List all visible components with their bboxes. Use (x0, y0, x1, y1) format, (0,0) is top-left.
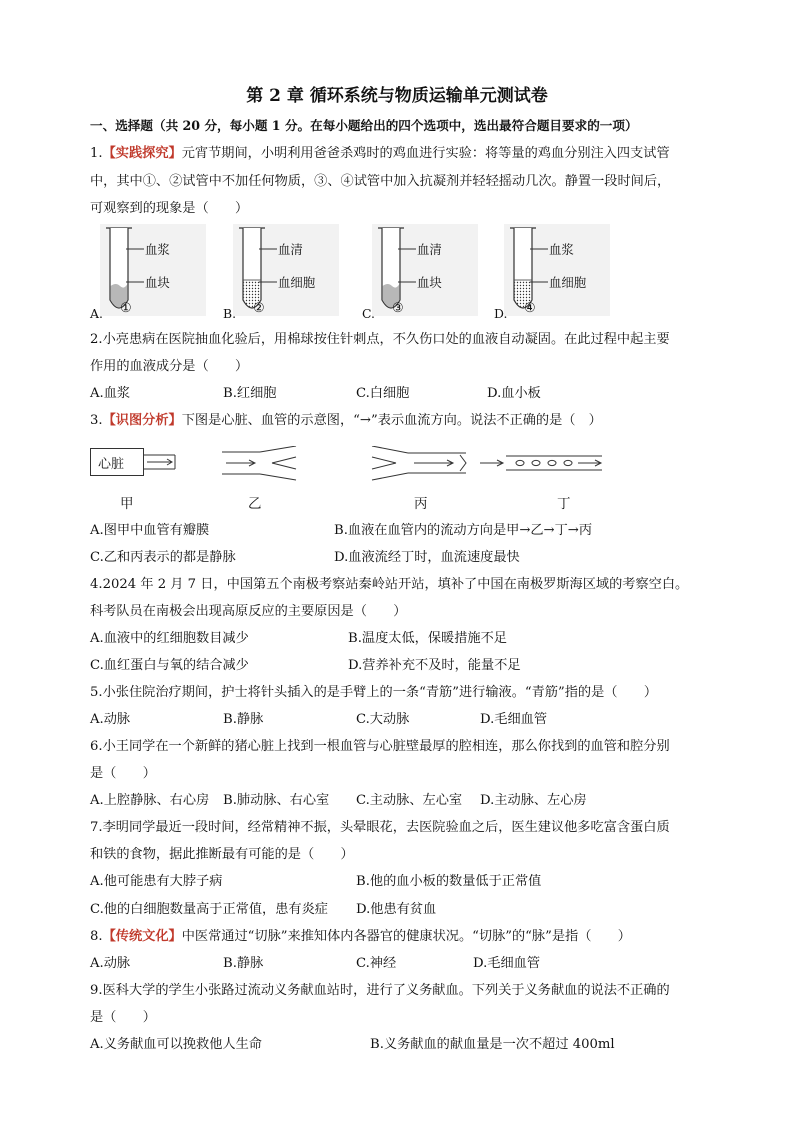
label-leaders-c (398, 224, 420, 304)
q9-line2: 是（ ） (90, 1010, 156, 1025)
label-leaders-b (259, 224, 281, 304)
q3-option-a: A.图甲中血管有瓣膜 (90, 523, 210, 538)
q1-tag: 【实践探究】 (102, 146, 182, 161)
q8-option-b: B.静脉 (223, 956, 264, 971)
q3-option-c: C.乙和丙表示的都是静脉 (90, 550, 236, 565)
q9-line1: 9.医科大学的学生小张路过流动义务献血站时，进行了义务献血。下列关于义务献血的说法不正确的 (90, 983, 670, 998)
q5-option-d: D.毛细血管 (480, 712, 548, 727)
q8-tag: 【传统文化】 (102, 929, 182, 944)
q4-option-d: D.营养补充不及时，能量不足 (348, 658, 521, 673)
figure-option-d (494, 224, 614, 324)
q6-option-c: C.主动脉、左心室 (356, 793, 463, 808)
q7-line2: 和铁的食物，据此推断最有可能的是（ ） (90, 847, 354, 862)
figure-ding-capillary (480, 452, 606, 476)
figure-a-bottom-label: 血块 (145, 275, 170, 290)
q7-line1: 7.李明同学最近一段时间，经常精神不振，头晕眼花，去医院验血之后，医生建议他多吃富含蛋白质 (90, 820, 670, 835)
label-leaders-a (126, 224, 148, 304)
figure-option-c (362, 224, 482, 324)
q3-text: 下图是心脏、血管的示意图，“→”表示血流方向。说法不正确的是（ ） (181, 413, 602, 428)
q6-option-b: B.肺动脉、右心室 (223, 793, 330, 808)
heart-label: 心脏 (98, 457, 125, 472)
q5-option-c: C.大动脉 (356, 712, 410, 727)
q3-number: 3. (90, 413, 103, 428)
figure-b-bottom-label: 血细胞 (278, 275, 316, 290)
q7-option-c: C.他的白细胞数量高于正常值，患有炎症 (90, 902, 328, 917)
q8-option-a: A.动脉 (90, 956, 131, 971)
figure-a-number: ① (120, 301, 132, 316)
q6-option-a: A.上腔静脉、右心房 (90, 793, 210, 808)
figure-b-letter: B. (223, 306, 237, 321)
q7-option-d: D.他患有贫血 (356, 902, 437, 917)
q3-option-d: D.血液流经丁时，血流速度最快 (334, 550, 520, 565)
figure-b-number: ② (253, 301, 265, 316)
q2-line1: 2.小亮患病在医院抽血化验后，用棉球按住针刺点，不久伤口处的血液自动凝固。在此过程中起主要 (90, 332, 670, 347)
q4-option-c: C.血红蛋白与氧的结合减少 (90, 658, 249, 673)
q1-text: 元宵节期间，小明利用爸爸杀鸡时的鸡血进行实验：将等量的鸡血分别注入四支试管 (181, 146, 670, 161)
q4-line2: 科考队员在南极会出现高原反应的主要原因是（ ） (90, 604, 407, 619)
q6-option-d: D.主动脉、左心房 (480, 793, 587, 808)
q2-option-b: B.红细胞 (223, 386, 277, 401)
q3-tag: 【识图分析】 (102, 413, 182, 428)
q8-number: 8. (90, 929, 103, 944)
q1-number: 1. (90, 146, 103, 161)
q4-option-b: B.温度太低，保暖措施不足 (348, 631, 507, 646)
q6-line1: 6.小王同学在一个新鲜的猪心脏上找到一根血管与心脏壁最厚的腔相连，那么你找到的血管和腔分别 (90, 739, 670, 754)
q9-option-b: B.义务献血的献血量是一次不超过 400ml (370, 1037, 615, 1052)
artery-vessel (143, 453, 183, 473)
label-jia: 甲 (120, 496, 134, 512)
figure-option-a (90, 224, 210, 324)
label-yi: 乙 (248, 496, 262, 512)
figure-a-top-label: 血浆 (145, 242, 170, 257)
figure-bing-converging-vessel (370, 446, 474, 482)
figure-c-number: ③ (392, 301, 404, 316)
q5-line1: 5.小张住院治疗期间，护士将针头插入的是手臂上的一条“青筋”进行输液。“青筋”指的是（ ） (90, 685, 658, 700)
q8-option-d: D.毛细血管 (473, 956, 541, 971)
figure-c-letter: C. (362, 306, 375, 321)
figure-c-bottom-label: 血块 (417, 275, 442, 290)
page-title: 第 2 章 循环系统与物质运输单元测试卷 (246, 86, 548, 106)
q4-line1: 4.2024 年 2 月 7 日，中国第五个南极考察站秦岭站开站，填补了中国在南极罗斯海区域的考察空白。 (90, 577, 689, 592)
q3-option-b: B.血液在血管内的流动方向是甲→乙→丁→丙 (334, 523, 593, 538)
q7-option-a: A.他可能患有大脖子病 (90, 874, 223, 889)
q9-option-a: A.义务献血可以挽救他人生命 (90, 1037, 262, 1052)
figure-a-letter: A. (90, 306, 103, 321)
q8-option-c: C.神经 (356, 956, 397, 971)
figure-option-b (223, 224, 343, 324)
figure-jia-heart (90, 448, 190, 480)
figure-b-top-label: 血清 (278, 242, 303, 257)
q3-line1 (90, 411, 715, 431)
label-bing: 丙 (414, 496, 428, 512)
figure-d-letter: D. (494, 306, 508, 321)
q5-option-b: B.静脉 (223, 712, 264, 727)
section-heading: 一、选择题（共 20 分，每小题 1 分。在每小题给出的四个选项中，选出最符合题目要求的一项） (90, 118, 638, 133)
q2-option-d: D.血小板 (487, 386, 541, 401)
q1-line2: 中，其中①、②试管中不加任何物质，③、④试管中加入抗凝剂并轻轻摇动几次。静置一段时间后， (90, 174, 671, 189)
figure-d-top-label: 血浆 (549, 242, 574, 257)
q2-option-c: C.白细胞 (356, 386, 410, 401)
q4-option-a: A.血液中的红细胞数目减少 (90, 631, 249, 646)
q8-text: 中医常通过“切脉”来推知体内各器官的健康状况。“切脉”的“脉”是指（ ） (181, 929, 631, 944)
figure-d-number: ④ (524, 301, 536, 316)
label-ding: 丁 (557, 496, 571, 512)
q8-line1 (90, 927, 715, 947)
figure-d-bottom-label: 血细胞 (549, 275, 587, 290)
q6-line2: 是（ ） (90, 766, 156, 781)
q1-line3: 可观察到的现象是（ ） (90, 201, 249, 216)
q1-line1 (90, 144, 715, 164)
label-leaders-d (530, 224, 552, 304)
figure-yi-branching-vessel (220, 446, 298, 482)
q5-option-a: A.动脉 (90, 712, 131, 727)
q2-option-a: A.血浆 (90, 386, 131, 401)
figure-c-top-label: 血清 (417, 242, 442, 257)
q7-option-b: B.他的血小板的数量低于正常值 (356, 874, 542, 889)
q2-line2: 作用的血液成分是（ ） (90, 359, 249, 374)
